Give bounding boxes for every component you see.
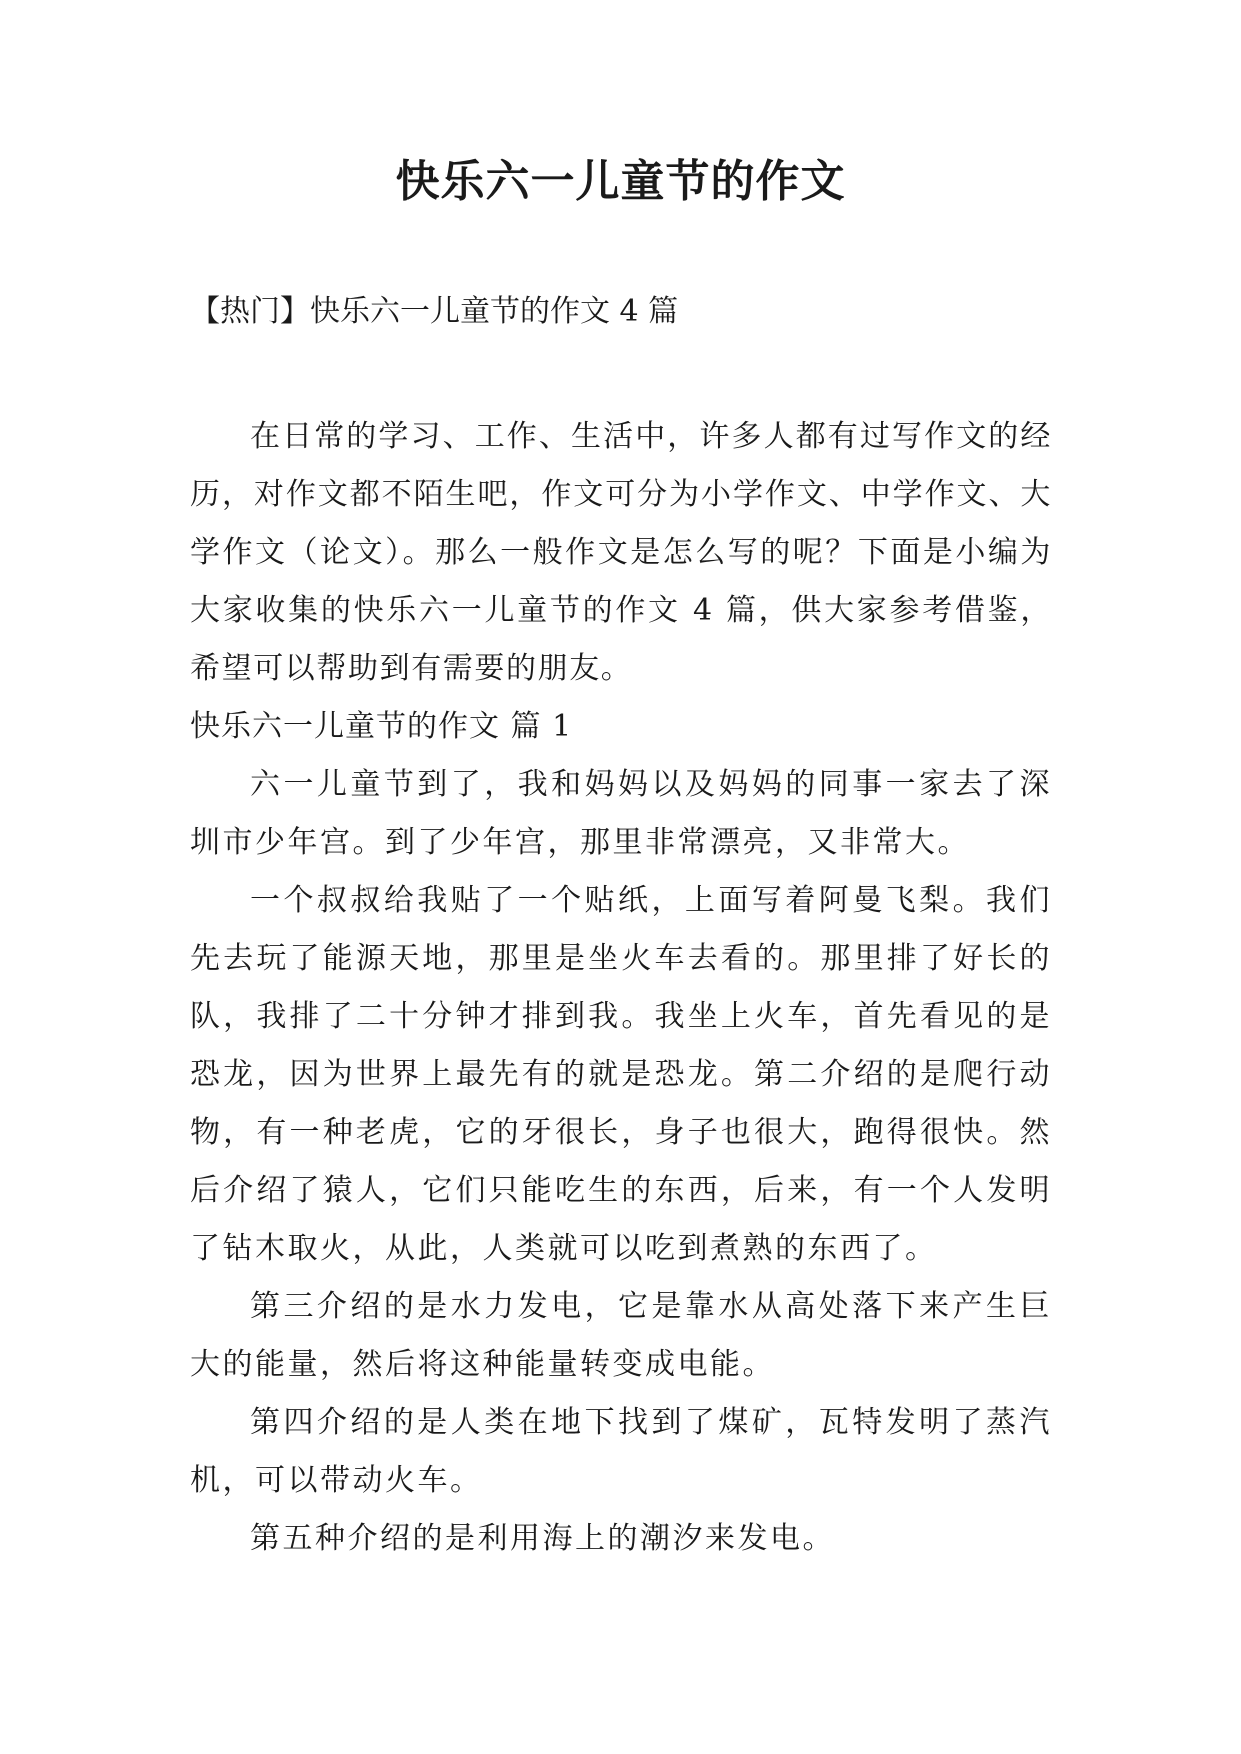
section-heading: 快乐六一儿童节的作文 篇 1 [190, 709, 573, 744]
body-paragraph: 第三介绍的是水力发电，它是靠水从高处落下来产生巨大的能量，然后将这种能量转变成电能。 [190, 1289, 1052, 1382]
body-paragraph: 一个叔叔给我贴了一个贴纸，上面写着阿曼飞梨。我们先去玩了能源天地，那里是坐火车去看的。那里排了好长的队，我排了二十分钟才排到我。我坐上火车，首先看见的是恐龙，因为世界上最先有的就是恐龙。第二介绍的是爬行动物，有一种老虎，它的牙很长，身子也很大，跑得很快。然后介绍了猿人，它们只能吃生的东西，后来，有一个人发明了钻木取火，从此，人类就可以吃到煮熟的东西了。 [190, 883, 1052, 1266]
body-paragraph: 第五种介绍的是利用海上的潮汐来发电。 [250, 1521, 835, 1556]
document-subtitle: 【热门】快乐六一儿童节的作文 4 篇 [190, 294, 679, 329]
body-paragraph: 第四介绍的是人类在地下找到了煤矿，瓦特发明了蒸汽机，可以带动火车。 [190, 1405, 1052, 1498]
intro-paragraph: 在日常的学习、工作、生活中，许多人都有过写作文的经历，对作文都不陌生吧，作文可分为小学作文、中学作文、大学作文（论文）。那么一般作文是怎么写的呢？下面是小编为大家收集的快乐六一儿童节的作文 4 篇，供大家参考借鉴，希望可以帮助到有需要的朋友。 [190, 419, 1052, 686]
document-body [190, 408, 1052, 1568]
body-paragraph: 六一儿童节到了，我和妈妈以及妈妈的同事一家去了深圳市少年宫。到了少年宫，那里非常漂亮，又非常大。 [190, 767, 1052, 860]
document-title: 快乐六一儿童节的作文 [395, 156, 846, 207]
